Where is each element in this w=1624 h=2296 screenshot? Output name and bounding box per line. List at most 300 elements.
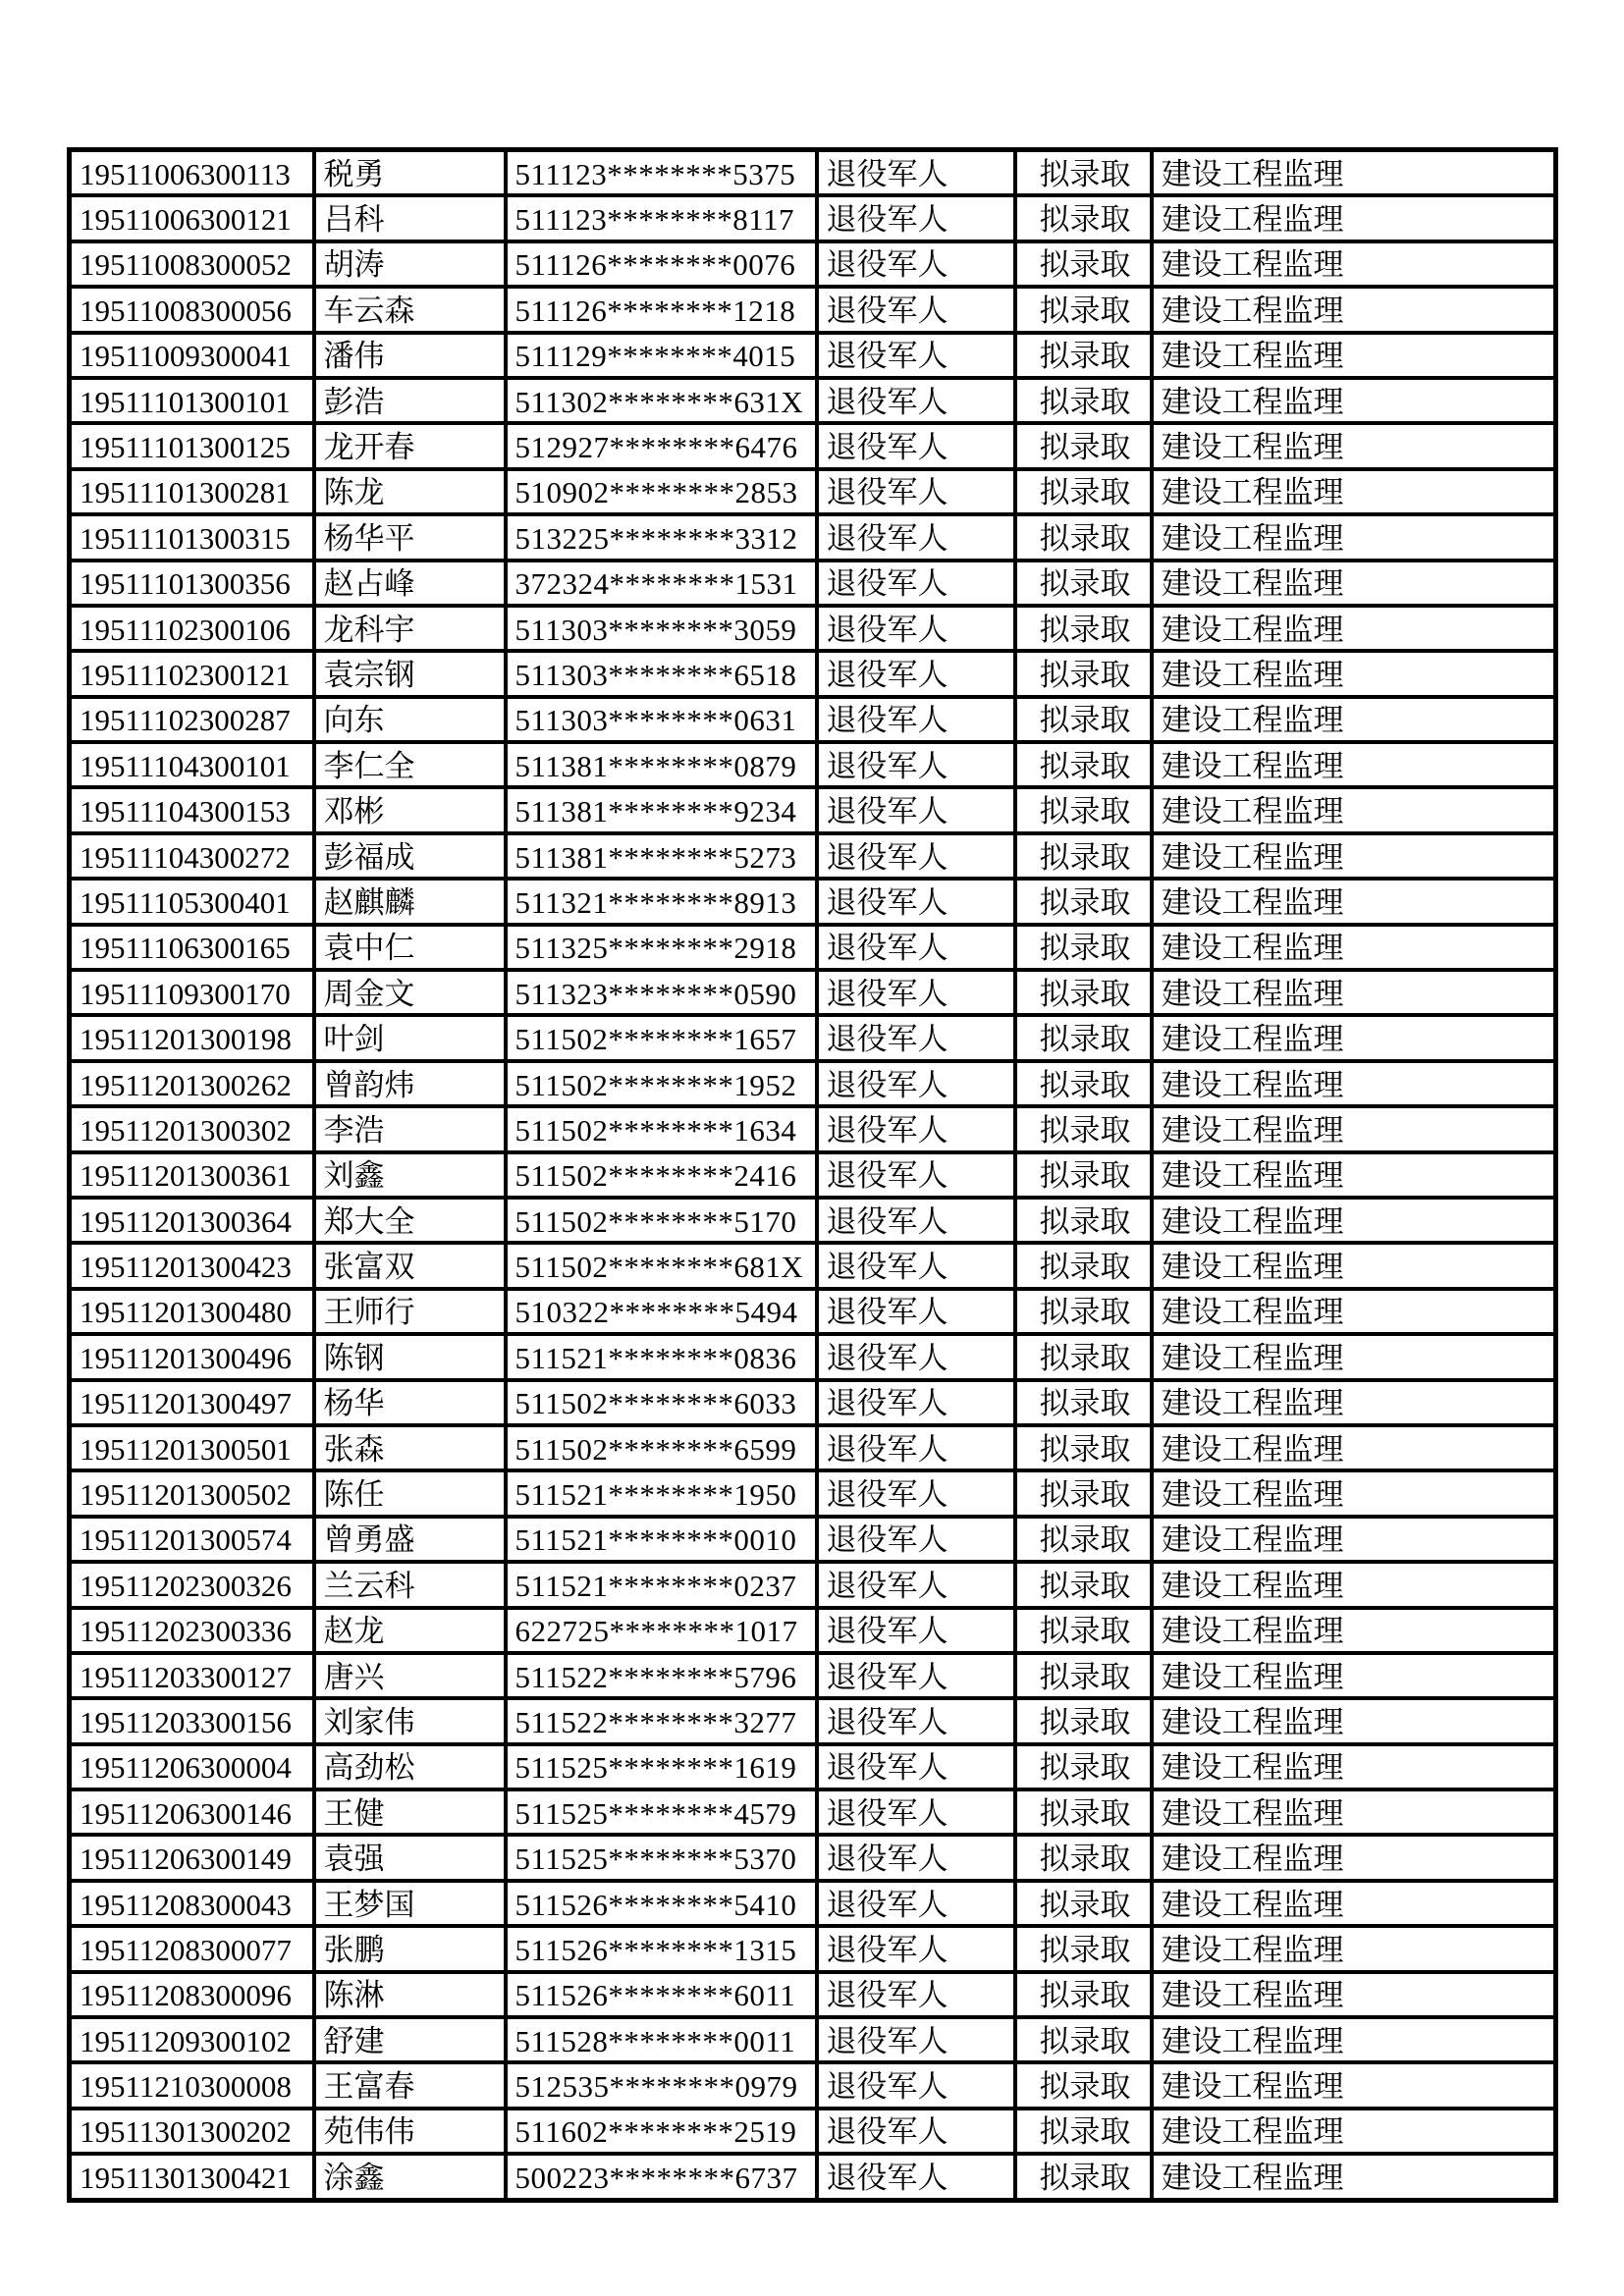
- cell-id-number: 510322********5494: [506, 1289, 817, 1334]
- cell-category: 退役军人: [817, 1152, 1015, 1198]
- cell-category: 退役军人: [817, 469, 1015, 514]
- cell-exam-number: 19511106300165: [70, 925, 314, 970]
- cell-status: 拟录取: [1015, 1380, 1152, 1425]
- cell-category: 退役军人: [817, 333, 1015, 378]
- cell-id-number: 511303********3059: [506, 606, 817, 651]
- cell-status: 拟录取: [1015, 1653, 1152, 1698]
- cell-category: 退役军人: [817, 606, 1015, 651]
- table-row: [70, 1562, 1556, 1607]
- cell-status: 拟录取: [1015, 742, 1152, 787]
- cell-name: 邓彬: [314, 787, 506, 832]
- cell-major: 建设工程监理: [1152, 2109, 1556, 2154]
- table-row: [70, 833, 1556, 879]
- cell-major: 建设工程监理: [1152, 469, 1556, 514]
- cell-id-number: 500223********6737: [506, 2154, 817, 2200]
- cell-major: 建设工程监理: [1152, 651, 1556, 696]
- cell-id-number: 511302********631X: [506, 378, 817, 423]
- cell-category: 退役军人: [817, 651, 1015, 696]
- cell-major: 建设工程监理: [1152, 514, 1556, 560]
- cell-major: 建设工程监理: [1152, 423, 1556, 468]
- cell-id-number: 511528********0011: [506, 2017, 817, 2062]
- table-row: [70, 697, 1556, 742]
- cell-category: 退役军人: [817, 879, 1015, 924]
- cell-exam-number: 19511203300127: [70, 1653, 314, 1698]
- cell-major: 建设工程监理: [1152, 879, 1556, 924]
- table-row: [70, 1835, 1556, 1880]
- cell-major: 建设工程监理: [1152, 1380, 1556, 1425]
- cell-category: 退役军人: [817, 1972, 1015, 2017]
- cell-status: 拟录取: [1015, 1106, 1152, 1151]
- cell-category: 退役军人: [817, 1517, 1015, 1562]
- cell-major: 建设工程监理: [1152, 1198, 1556, 1243]
- cell-name: 唐兴: [314, 1653, 506, 1698]
- cell-exam-number: 19511202300326: [70, 1562, 314, 1607]
- cell-exam-number: 19511203300156: [70, 1698, 314, 1743]
- table-row: [70, 1425, 1556, 1470]
- cell-category: 退役军人: [817, 2017, 1015, 2062]
- cell-exam-number: 19511102300106: [70, 606, 314, 651]
- table-row: [70, 1517, 1556, 1562]
- cell-exam-number: 19511008300056: [70, 287, 314, 332]
- cell-id-number: 511502********1952: [506, 1061, 817, 1106]
- cell-category: 退役军人: [817, 1653, 1015, 1698]
- cell-status: 拟录取: [1015, 697, 1152, 742]
- cell-category: 退役军人: [817, 787, 1015, 832]
- cell-name: 李浩: [314, 1106, 506, 1151]
- cell-category: 退役军人: [817, 1562, 1015, 1607]
- cell-id-number: 511129********4015: [506, 333, 817, 378]
- cell-major: 建设工程监理: [1152, 378, 1556, 423]
- cell-name: 彭福成: [314, 833, 506, 879]
- cell-exam-number: 19511104300153: [70, 787, 314, 832]
- table-row: [70, 1015, 1556, 1060]
- cell-category: 退役军人: [817, 2154, 1015, 2200]
- table-row: [70, 2154, 1556, 2200]
- cell-exam-number: 19511209300102: [70, 2017, 314, 2062]
- cell-status: 拟录取: [1015, 1698, 1152, 1743]
- admission-list-table: [67, 147, 1558, 2203]
- cell-major: 建设工程监理: [1152, 1106, 1556, 1151]
- cell-id-number: 511325********2918: [506, 925, 817, 970]
- cell-name: 龙科宇: [314, 606, 506, 651]
- cell-name: 曾勇盛: [314, 1517, 506, 1562]
- cell-name: 龙开春: [314, 423, 506, 468]
- cell-id-number: 511123********5375: [506, 150, 817, 196]
- table-row: [70, 1653, 1556, 1698]
- cell-category: 退役军人: [817, 1926, 1015, 1971]
- cell-id-number: 511303********0631: [506, 697, 817, 742]
- cell-exam-number: 19511101300356: [70, 561, 314, 606]
- cell-major: 建设工程监理: [1152, 742, 1556, 787]
- cell-id-number: 511525********1619: [506, 1744, 817, 1789]
- cell-name: 涂鑫: [314, 2154, 506, 2200]
- cell-status: 拟录取: [1015, 1470, 1152, 1516]
- cell-exam-number: 19511201300302: [70, 1106, 314, 1151]
- cell-status: 拟录取: [1015, 833, 1152, 879]
- cell-id-number: 511602********2519: [506, 2109, 817, 2154]
- table-row: [70, 378, 1556, 423]
- table-row: [70, 1608, 1556, 1653]
- cell-name: 陈钢: [314, 1334, 506, 1379]
- cell-exam-number: 19511006300121: [70, 195, 314, 240]
- cell-id-number: 511126********1218: [506, 287, 817, 332]
- cell-id-number: 511502********5170: [506, 1198, 817, 1243]
- cell-category: 退役军人: [817, 378, 1015, 423]
- table-row: [70, 1744, 1556, 1789]
- cell-name: 郑大全: [314, 1198, 506, 1243]
- table-row: [70, 1106, 1556, 1151]
- cell-exam-number: 19511201300496: [70, 1334, 314, 1379]
- cell-status: 拟录取: [1015, 1198, 1152, 1243]
- cell-name: 李仁全: [314, 742, 506, 787]
- cell-category: 退役军人: [817, 925, 1015, 970]
- cell-category: 退役军人: [817, 195, 1015, 240]
- cell-exam-number: 19511201300502: [70, 1470, 314, 1516]
- cell-name: 潘伟: [314, 333, 506, 378]
- cell-status: 拟录取: [1015, 879, 1152, 924]
- cell-category: 退役军人: [817, 561, 1015, 606]
- cell-exam-number: 19511206300146: [70, 1789, 314, 1835]
- cell-id-number: 513225********3312: [506, 514, 817, 560]
- cell-name: 王健: [314, 1789, 506, 1835]
- cell-major: 建设工程监理: [1152, 1152, 1556, 1198]
- cell-name: 杨华: [314, 1380, 506, 1425]
- cell-name: 向东: [314, 697, 506, 742]
- cell-exam-number: 19511006300113: [70, 150, 314, 196]
- cell-name: 胡涛: [314, 241, 506, 287]
- cell-category: 退役军人: [817, 241, 1015, 287]
- cell-major: 建设工程监理: [1152, 333, 1556, 378]
- cell-category: 退役军人: [817, 742, 1015, 787]
- cell-name: 陈淋: [314, 1972, 506, 2017]
- cell-exam-number: 19511101300315: [70, 514, 314, 560]
- cell-category: 退役军人: [817, 1334, 1015, 1379]
- cell-status: 拟录取: [1015, 787, 1152, 832]
- cell-name: 王梦国: [314, 1881, 506, 1926]
- cell-exam-number: 19511208300077: [70, 1926, 314, 1971]
- cell-name: 杨华平: [314, 514, 506, 560]
- cell-name: 赵占峰: [314, 561, 506, 606]
- cell-name: 舒建: [314, 2017, 506, 2062]
- table-row: [70, 469, 1556, 514]
- cell-category: 退役军人: [817, 1698, 1015, 1743]
- cell-status: 拟录取: [1015, 561, 1152, 606]
- cell-major: 建设工程监理: [1152, 606, 1556, 651]
- table-row: [70, 150, 1556, 196]
- cell-status: 拟录取: [1015, 606, 1152, 651]
- cell-major: 建设工程监理: [1152, 697, 1556, 742]
- cell-major: 建设工程监理: [1152, 1698, 1556, 1743]
- cell-name: 苑伟伟: [314, 2109, 506, 2154]
- cell-exam-number: 19511102300287: [70, 697, 314, 742]
- cell-exam-number: 19511201300497: [70, 1380, 314, 1425]
- table-row: [70, 1380, 1556, 1425]
- cell-category: 退役军人: [817, 2109, 1015, 2154]
- table-row: [70, 514, 1556, 560]
- cell-name: 王富春: [314, 2062, 506, 2108]
- cell-name: 陈龙: [314, 469, 506, 514]
- cell-id-number: 511521********0237: [506, 1562, 817, 1607]
- cell-name: 税勇: [314, 150, 506, 196]
- cell-category: 退役军人: [817, 1243, 1015, 1288]
- cell-id-number: 511521********0010: [506, 1517, 817, 1562]
- cell-status: 拟录取: [1015, 333, 1152, 378]
- cell-name: 刘鑫: [314, 1152, 506, 1198]
- cell-id-number: 511522********3277: [506, 1698, 817, 1743]
- cell-id-number: 512927********6476: [506, 423, 817, 468]
- cell-status: 拟录取: [1015, 423, 1152, 468]
- cell-category: 退役军人: [817, 970, 1015, 1015]
- cell-status: 拟录取: [1015, 651, 1152, 696]
- cell-major: 建设工程监理: [1152, 2154, 1556, 2200]
- cell-name: 赵麒麟: [314, 879, 506, 924]
- cell-id-number: 511526********1315: [506, 1926, 817, 1971]
- cell-name: 张富双: [314, 1243, 506, 1288]
- cell-major: 建设工程监理: [1152, 1744, 1556, 1789]
- cell-major: 建设工程监理: [1152, 1608, 1556, 1653]
- cell-major: 建设工程监理: [1152, 2062, 1556, 2108]
- cell-exam-number: 19511201300574: [70, 1517, 314, 1562]
- cell-id-number: 511526********6011: [506, 1972, 817, 2017]
- table-row: [70, 2109, 1556, 2154]
- cell-category: 退役军人: [817, 833, 1015, 879]
- cell-major: 建设工程监理: [1152, 1881, 1556, 1926]
- cell-exam-number: 19511201300480: [70, 1289, 314, 1334]
- cell-status: 拟录取: [1015, 195, 1152, 240]
- table-row: [70, 970, 1556, 1015]
- cell-exam-number: 19511201300198: [70, 1015, 314, 1060]
- cell-major: 建设工程监理: [1152, 787, 1556, 832]
- cell-major: 建设工程监理: [1152, 241, 1556, 287]
- cell-major: 建设工程监理: [1152, 150, 1556, 196]
- cell-exam-number: 19511201300361: [70, 1152, 314, 1198]
- cell-status: 拟录取: [1015, 2154, 1152, 2200]
- cell-status: 拟录取: [1015, 925, 1152, 970]
- cell-exam-number: 19511301300202: [70, 2109, 314, 2154]
- cell-category: 退役军人: [817, 1289, 1015, 1334]
- cell-exam-number: 19511201300364: [70, 1198, 314, 1243]
- cell-id-number: 372324********1531: [506, 561, 817, 606]
- cell-status: 拟录取: [1015, 2017, 1152, 2062]
- cell-status: 拟录取: [1015, 287, 1152, 332]
- cell-category: 退役军人: [817, 1881, 1015, 1926]
- cell-status: 拟录取: [1015, 1881, 1152, 1926]
- cell-category: 退役军人: [817, 514, 1015, 560]
- table-row: [70, 423, 1556, 468]
- table-row: [70, 787, 1556, 832]
- cell-id-number: 511381********5273: [506, 833, 817, 879]
- cell-status: 拟录取: [1015, 514, 1152, 560]
- cell-status: 拟录取: [1015, 970, 1152, 1015]
- cell-status: 拟录取: [1015, 1289, 1152, 1334]
- cell-category: 退役军人: [817, 1380, 1015, 1425]
- cell-id-number: 511521********0836: [506, 1334, 817, 1379]
- cell-major: 建设工程监理: [1152, 2017, 1556, 2062]
- cell-category: 退役军人: [817, 697, 1015, 742]
- cell-category: 退役军人: [817, 1835, 1015, 1880]
- cell-exam-number: 19511201300423: [70, 1243, 314, 1288]
- cell-id-number: 511123********8117: [506, 195, 817, 240]
- cell-status: 拟录取: [1015, 1152, 1152, 1198]
- cell-id-number: 511323********0590: [506, 970, 817, 1015]
- cell-major: 建设工程监理: [1152, 970, 1556, 1015]
- cell-name: 袁中仁: [314, 925, 506, 970]
- cell-exam-number: 19511210300008: [70, 2062, 314, 2108]
- cell-exam-number: 19511105300401: [70, 879, 314, 924]
- table-row: [70, 1881, 1556, 1926]
- cell-name: 袁宗钢: [314, 651, 506, 696]
- cell-id-number: 511526********5410: [506, 1881, 817, 1926]
- cell-status: 拟录取: [1015, 241, 1152, 287]
- table-row: [70, 333, 1556, 378]
- cell-status: 拟录取: [1015, 1972, 1152, 2017]
- cell-category: 退役军人: [817, 1608, 1015, 1653]
- cell-status: 拟录取: [1015, 150, 1152, 196]
- cell-major: 建设工程监理: [1152, 1015, 1556, 1060]
- cell-status: 拟录取: [1015, 378, 1152, 423]
- cell-name: 王师行: [314, 1289, 506, 1334]
- cell-major: 建设工程监理: [1152, 1972, 1556, 2017]
- cell-name: 叶剑: [314, 1015, 506, 1060]
- cell-id-number: 511521********1950: [506, 1470, 817, 1516]
- cell-id-number: 511321********8913: [506, 879, 817, 924]
- cell-id-number: 511303********6518: [506, 651, 817, 696]
- cell-name: 周金文: [314, 970, 506, 1015]
- cell-exam-number: 19511201300501: [70, 1425, 314, 1470]
- cell-category: 退役军人: [817, 1425, 1015, 1470]
- table-row: [70, 1243, 1556, 1288]
- cell-id-number: 511502********6033: [506, 1380, 817, 1425]
- cell-category: 退役军人: [817, 1061, 1015, 1106]
- cell-id-number: 511502********6599: [506, 1425, 817, 1470]
- table-row: [70, 742, 1556, 787]
- cell-status: 拟录取: [1015, 1744, 1152, 1789]
- table-row: [70, 195, 1556, 240]
- cell-category: 退役军人: [817, 2062, 1015, 2108]
- cell-exam-number: 19511101300281: [70, 469, 314, 514]
- cell-exam-number: 19511104300272: [70, 833, 314, 879]
- cell-exam-number: 19511009300041: [70, 333, 314, 378]
- table-row: [70, 879, 1556, 924]
- cell-name: 张鹏: [314, 1926, 506, 1971]
- cell-major: 建设工程监理: [1152, 1562, 1556, 1607]
- cell-major: 建设工程监理: [1152, 1289, 1556, 1334]
- cell-status: 拟录取: [1015, 1608, 1152, 1653]
- cell-id-number: 511381********0879: [506, 742, 817, 787]
- table-row: [70, 651, 1556, 696]
- cell-exam-number: 19511201300262: [70, 1061, 314, 1106]
- cell-exam-number: 19511101300101: [70, 378, 314, 423]
- cell-category: 退役军人: [817, 1470, 1015, 1516]
- cell-status: 拟录取: [1015, 2062, 1152, 2108]
- cell-name: 曾韵炜: [314, 1061, 506, 1106]
- cell-exam-number: 19511104300101: [70, 742, 314, 787]
- cell-id-number: 510902********2853: [506, 469, 817, 514]
- cell-major: 建设工程监理: [1152, 1061, 1556, 1106]
- cell-id-number: 622725********1017: [506, 1608, 817, 1653]
- cell-exam-number: 19511202300336: [70, 1608, 314, 1653]
- cell-exam-number: 19511206300149: [70, 1835, 314, 1880]
- cell-name: 高劲松: [314, 1744, 506, 1789]
- cell-status: 拟录取: [1015, 1334, 1152, 1379]
- table-row: [70, 1972, 1556, 2017]
- table-row: [70, 241, 1556, 287]
- cell-category: 退役军人: [817, 1015, 1015, 1060]
- cell-exam-number: 19511109300170: [70, 970, 314, 1015]
- cell-exam-number: 19511101300125: [70, 423, 314, 468]
- cell-status: 拟录取: [1015, 2109, 1152, 2154]
- cell-name: 彭浩: [314, 378, 506, 423]
- table-row: [70, 1789, 1556, 1835]
- cell-status: 拟录取: [1015, 1015, 1152, 1060]
- cell-id-number: 511381********9234: [506, 787, 817, 832]
- cell-status: 拟录取: [1015, 1425, 1152, 1470]
- cell-category: 退役军人: [817, 423, 1015, 468]
- cell-major: 建设工程监理: [1152, 1425, 1556, 1470]
- cell-status: 拟录取: [1015, 1243, 1152, 1288]
- cell-name: 张森: [314, 1425, 506, 1470]
- cell-status: 拟录取: [1015, 1517, 1152, 1562]
- table-row: [70, 1926, 1556, 1971]
- cell-category: 退役军人: [817, 1744, 1015, 1789]
- cell-major: 建设工程监理: [1152, 1334, 1556, 1379]
- cell-status: 拟录取: [1015, 1789, 1152, 1835]
- cell-exam-number: 19511208300096: [70, 1972, 314, 2017]
- cell-exam-number: 19511301300421: [70, 2154, 314, 2200]
- cell-major: 建设工程监理: [1152, 1835, 1556, 1880]
- cell-major: 建设工程监理: [1152, 561, 1556, 606]
- cell-major: 建设工程监理: [1152, 1926, 1556, 1971]
- table-row: [70, 287, 1556, 332]
- cell-id-number: 511525********5370: [506, 1835, 817, 1880]
- cell-id-number: 511502********1634: [506, 1106, 817, 1151]
- table-row: [70, 1198, 1556, 1243]
- table-row: [70, 1334, 1556, 1379]
- cell-major: 建设工程监理: [1152, 195, 1556, 240]
- cell-name: 袁强: [314, 1835, 506, 1880]
- cell-category: 退役军人: [817, 1106, 1015, 1151]
- cell-major: 建设工程监理: [1152, 1470, 1556, 1516]
- cell-exam-number: 19511008300052: [70, 241, 314, 287]
- cell-name: 刘家伟: [314, 1698, 506, 1743]
- cell-exam-number: 19511206300004: [70, 1744, 314, 1789]
- table-row: [70, 1470, 1556, 1516]
- table-row: [70, 1152, 1556, 1198]
- cell-major: 建设工程监理: [1152, 287, 1556, 332]
- cell-category: 退役军人: [817, 287, 1015, 332]
- cell-category: 退役军人: [817, 150, 1015, 196]
- cell-name: 吕科: [314, 195, 506, 240]
- cell-name: 兰云科: [314, 1562, 506, 1607]
- cell-status: 拟录取: [1015, 1926, 1152, 1971]
- table-row: [70, 2062, 1556, 2108]
- cell-major: 建设工程监理: [1152, 833, 1556, 879]
- cell-id-number: 511522********5796: [506, 1653, 817, 1698]
- cell-major: 建设工程监理: [1152, 1653, 1556, 1698]
- cell-status: 拟录取: [1015, 1562, 1152, 1607]
- table-row: [70, 561, 1556, 606]
- cell-id-number: 511525********4579: [506, 1789, 817, 1835]
- table-row: [70, 2017, 1556, 2062]
- table-row: [70, 1698, 1556, 1743]
- cell-id-number: 511502********1657: [506, 1015, 817, 1060]
- table-row: [70, 1289, 1556, 1334]
- cell-status: 拟录取: [1015, 1061, 1152, 1106]
- table-row: [70, 925, 1556, 970]
- cell-exam-number: 19511208300043: [70, 1881, 314, 1926]
- table-row: [70, 606, 1556, 651]
- table-body: [70, 150, 1556, 2201]
